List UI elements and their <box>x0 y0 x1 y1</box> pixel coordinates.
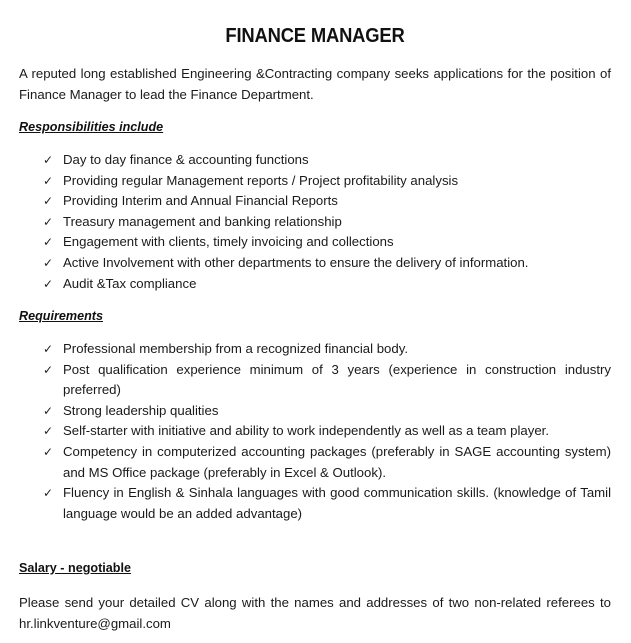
checkmark-icon: ✓ <box>43 424 54 439</box>
list-item: ✓ Engagement with clients, timely invoicing and collections <box>43 232 611 253</box>
checkmark-icon: ✓ <box>43 214 54 229</box>
list-item: ✓ Providing Interim and Annual Financial Reports <box>43 191 611 212</box>
responsibilities-heading: Responsibilities include <box>19 120 164 134</box>
intro-paragraph: A reputed long established Engineering &Contracting company seeks applications for the position of Finance Manager to lead the Finance Department. <box>19 66 611 102</box>
list-item: ✓ Strong leadership qualities <box>43 401 611 422</box>
checkmark-icon: ✓ <box>43 276 54 291</box>
list-item: ✓ Post qualification experience minimum of 3 years (experience in construction industry preferred) <box>43 361 611 398</box>
checkmark-icon: ✓ <box>43 173 54 188</box>
responsibilities-list <box>43 150 611 294</box>
list-item: ✓ Self-starter with initiative and ability to work independently as well as a team player. <box>43 421 611 442</box>
page-title: FINANCE MANAGER <box>225 25 405 47</box>
list-item: ✓ Day to day finance & accounting functions <box>43 150 611 171</box>
requirements-heading: Requirements <box>19 309 103 323</box>
closing-text: Please send your detailed CV along with the names and addresses of two non-related referees to <box>19 595 611 610</box>
list-item: ✓ Professional membership from a recognized financial body. <box>43 339 611 360</box>
checkmark-icon: ✓ <box>43 235 54 250</box>
checkmark-icon: ✓ <box>43 255 54 270</box>
list-item: ✓ Providing regular Management reports / Project profitability analysis <box>43 171 611 192</box>
email-link[interactable]: hr.linkventure@gmail.com <box>19 615 171 631</box>
closing-paragraph <box>19 593 611 634</box>
checkmark-icon: ✓ <box>43 194 54 209</box>
checkmark-icon: ✓ <box>43 486 54 501</box>
list-item: ✓ Treasury management and banking relationship <box>43 212 611 233</box>
checkmark-icon: ✓ <box>43 342 54 356</box>
salary-heading: Salary - negotiable <box>19 561 131 575</box>
list-item: ✓ Fluency in English & Sinhala languages with good communication skills. (knowledge of Tamil language would be an added advantage) <box>43 485 611 521</box>
checkmark-icon: ✓ <box>43 444 54 459</box>
checkmark-icon: ✓ <box>43 153 54 167</box>
list-item: ✓ Active Involvement with other departments to ensure the delivery of information. <box>43 253 611 274</box>
checkmark-icon: ✓ <box>43 403 54 418</box>
list-item: ✓ Competency in computerized accounting packages (preferably in SAGE accounting system) and MS Office package (preferably in Excel & Outlook). <box>43 443 611 480</box>
checkmark-icon: ✓ <box>43 362 54 377</box>
list-item: ✓ Audit &Tax compliance <box>43 274 611 295</box>
requirements-list <box>43 339 611 524</box>
